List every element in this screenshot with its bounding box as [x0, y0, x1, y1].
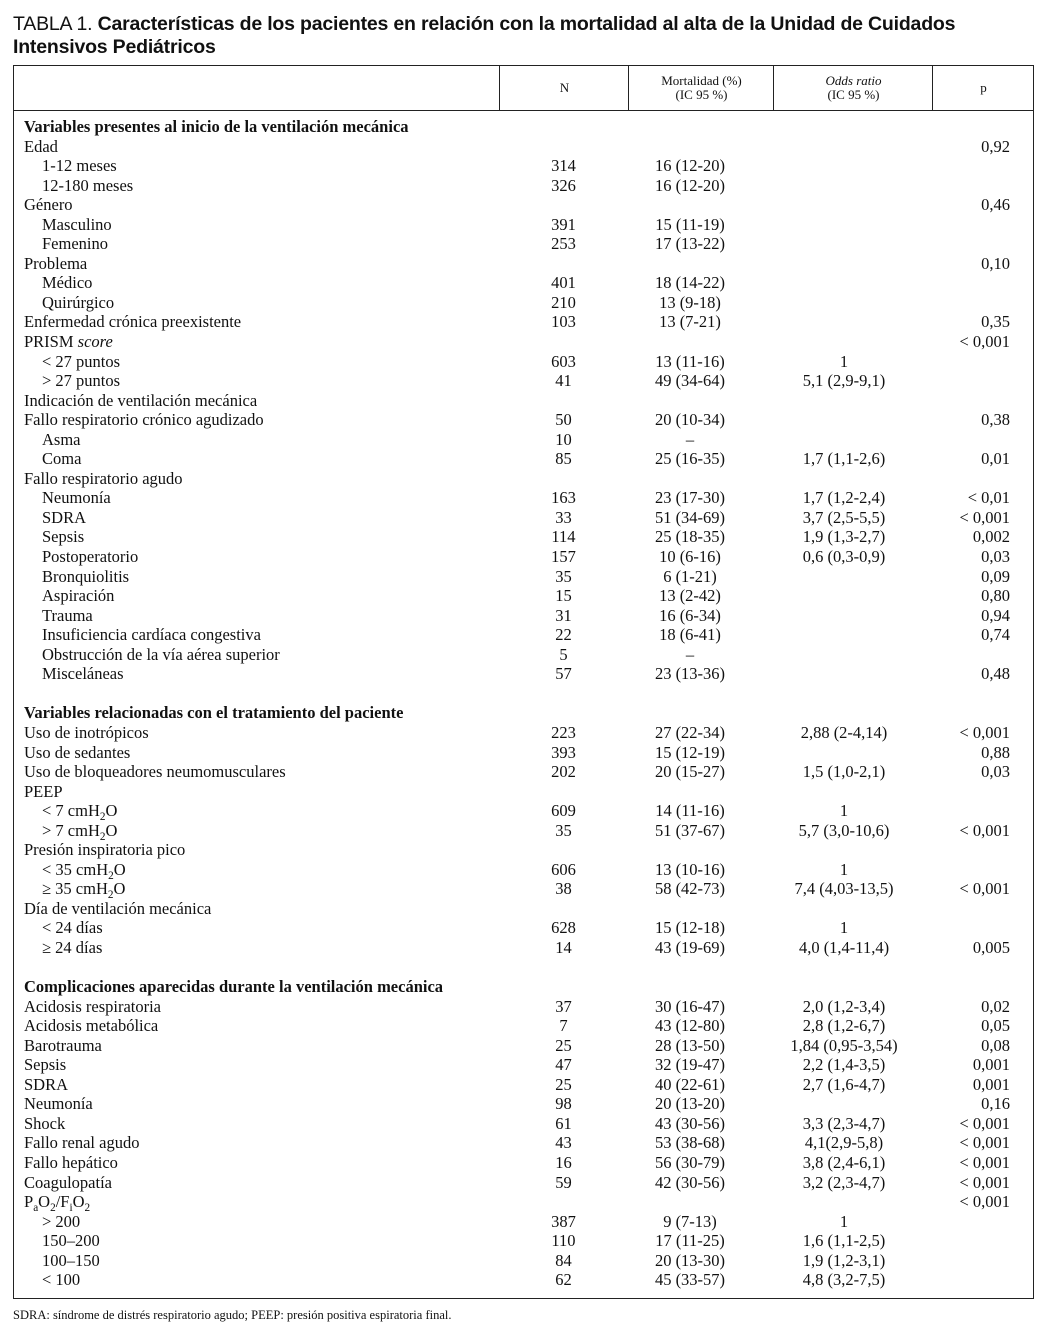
cell-mortalidad: 53 (38-68): [654, 1133, 726, 1153]
row-label: Coagulopatía: [24, 1172, 112, 1192]
header-p: p: [932, 66, 1034, 110]
table-row: [14, 782, 1033, 802]
cell-n: 14: [555, 937, 572, 957]
cell-odds-ratio: 1,9 (1,3-2,7): [802, 527, 886, 547]
cell-n: 157: [551, 547, 576, 567]
row-label: Sepsis: [42, 527, 85, 547]
row-label: Uso de sedantes: [24, 742, 131, 762]
row-label: Problema: [24, 253, 88, 273]
row-label: 100–150: [42, 1250, 100, 1270]
cell-mortalidad: 13 (7-21): [659, 312, 721, 332]
table-row: [14, 234, 1033, 254]
cell-mortalidad: 15 (12-18): [654, 918, 726, 938]
cell-odds-ratio: 1: [839, 918, 849, 938]
header-mortalidad: [628, 66, 774, 110]
table-row: [14, 840, 1033, 860]
cell-n: 393: [551, 742, 576, 762]
table-row: [14, 1231, 1033, 1251]
row-label: > 200: [42, 1211, 81, 1231]
table-row: [14, 1016, 1033, 1036]
table-row: [14, 176, 1033, 196]
cell-p: < 0,001: [959, 332, 1010, 352]
cell-odds-ratio: 1: [839, 351, 849, 371]
table-row: [14, 879, 1033, 902]
spacer-row: [14, 958, 1033, 978]
cell-n: 210: [551, 292, 576, 312]
cell-n: 84: [555, 1250, 572, 1270]
cell-n: 25: [555, 1074, 572, 1094]
cell-n: 50: [555, 410, 572, 430]
cell-p: 0,35: [981, 312, 1010, 332]
table-row: [14, 645, 1033, 665]
table-row: [14, 664, 1033, 684]
table-row: [14, 1270, 1033, 1290]
cell-n: 98: [555, 1094, 572, 1114]
table-row: [14, 449, 1033, 469]
table-row: [14, 762, 1033, 782]
cell-n: 163: [551, 488, 576, 508]
cell-mortalidad: 10 (6-16): [659, 547, 721, 567]
row-label: Bronquiolitis: [42, 566, 130, 586]
row-label: Indicación de ventilación mecánica: [24, 390, 258, 410]
cell-mortalidad: 13 (10-16): [654, 859, 726, 879]
table-row: [14, 547, 1033, 567]
row-label: Obstrucción de la vía aérea superior: [42, 644, 280, 664]
row-label: < 24 días: [42, 918, 103, 938]
table-row: [14, 488, 1033, 508]
table-row: [14, 625, 1033, 645]
cell-n: 391: [551, 214, 576, 234]
cell-p: 0,03: [981, 762, 1010, 782]
cell-p: < 0,001: [959, 1113, 1010, 1133]
cell-p: 0,09: [981, 566, 1010, 586]
table-row: [14, 527, 1033, 547]
cell-mortalidad: 13 (9-18): [659, 292, 721, 312]
cell-n: 25: [555, 1035, 572, 1055]
cell-mortalidad: 30 (16-47): [654, 996, 726, 1016]
row-label: < 35 cmH$_2$O: [42, 859, 126, 882]
row-label: Uso de bloqueadores neumomusculares: [24, 762, 286, 782]
cell-n: 387: [551, 1211, 576, 1231]
cell-mortalidad: 51 (34-69): [654, 507, 726, 527]
cell-p: 0,01: [981, 449, 1010, 469]
cell-n: 7: [559, 1016, 568, 1036]
footnote: SDRA: síndrome de distrés respiratorio agudo; PEEP: presión positiva espiratoria final.: [13, 1308, 452, 1322]
table-body: [14, 117, 1033, 1290]
cell-mortalidad: 15 (12-19): [654, 742, 726, 762]
row-label: < 27 puntos: [42, 351, 121, 371]
table-title: Características de los pacientes en relación con la mortalidad al alta de la Unidad de Cuidados Intensivos Pediátricos: [13, 13, 956, 58]
cell-p: 0,001: [972, 1055, 1010, 1075]
cell-mortalidad: 40 (22-61): [654, 1074, 726, 1094]
row-label: 12-180 meses: [42, 175, 134, 195]
table-row: [14, 860, 1033, 880]
section-header-row: [14, 117, 1033, 137]
cell-n: 110: [551, 1231, 576, 1251]
row-label: Neumonía: [42, 488, 111, 508]
table-row: [14, 215, 1033, 235]
cell-n: 326: [551, 175, 576, 195]
row-label: Femenino: [42, 234, 108, 254]
table-row: [14, 1114, 1033, 1134]
cell-p: < 0,001: [959, 1133, 1010, 1153]
cell-odds-ratio: 1: [839, 859, 849, 879]
cell-odds-ratio: 1,84 (0,95-3,54): [790, 1035, 898, 1055]
cell-n: 401: [551, 273, 576, 293]
table-row: [14, 1133, 1033, 1153]
table-row: [14, 606, 1033, 626]
cell-odds-ratio: 4,8 (3,2-7,5): [802, 1270, 886, 1290]
cell-mortalidad: 20 (13-20): [654, 1094, 726, 1114]
cell-odds-ratio: 2,88 (2-4,14): [800, 722, 888, 742]
cell-n: 5: [559, 644, 568, 664]
cell-n: 16: [555, 1152, 572, 1172]
cell-mortalidad: 43 (30-56): [654, 1113, 726, 1133]
row-label: > 27 puntos: [42, 371, 121, 391]
cell-p: 0,05: [981, 1016, 1010, 1036]
table-row: [14, 371, 1033, 391]
cell-mortalidad: 6 (1-21): [663, 566, 717, 586]
table-row: [14, 469, 1033, 489]
table-row: [14, 586, 1033, 606]
table-row: [14, 137, 1033, 157]
section-title: Complicaciones aparecidas durante la ventilación mecánica: [24, 977, 444, 997]
cell-p: 0,002: [972, 527, 1010, 547]
row-label: Fallo respiratorio agudo: [24, 468, 183, 488]
row-label: Acidosis respiratoria: [24, 996, 162, 1016]
cell-n: 609: [551, 801, 576, 821]
cell-mortalidad: 42 (30-56): [654, 1172, 726, 1192]
cell-mortalidad: –: [685, 429, 695, 449]
table-header: [14, 66, 1033, 111]
table-row: [14, 1055, 1033, 1075]
row-label: Coma: [42, 449, 82, 469]
cell-n: 606: [551, 859, 576, 879]
table-row: [14, 293, 1033, 313]
cell-mortalidad: 14 (11-16): [655, 801, 725, 821]
cell-n: 43: [555, 1133, 572, 1153]
row-label: ≥ 24 días: [42, 937, 103, 957]
cell-mortalidad: 56 (30-79): [654, 1152, 726, 1172]
cell-n: 61: [555, 1113, 572, 1133]
table-row: [14, 567, 1033, 587]
row-label: Shock: [24, 1113, 66, 1133]
cell-n: 57: [555, 664, 572, 684]
cell-p: < 0,01: [967, 488, 1010, 508]
section-title: Variables presentes al inicio de la ventilación mecánica: [24, 117, 409, 136]
header-n: N: [499, 66, 629, 110]
cell-mortalidad: 13 (2-42): [659, 586, 721, 606]
cell-mortalidad: 49 (34-64): [654, 371, 726, 391]
cell-p: 0,03: [981, 547, 1010, 567]
cell-p: < 0,001: [959, 507, 1010, 527]
cell-p: 0,02: [981, 996, 1010, 1016]
cell-mortalidad: 32 (19-47): [654, 1055, 726, 1075]
row-label: Uso de inotrópicos: [24, 722, 149, 742]
table-row: [14, 821, 1033, 841]
cell-p: 0,92: [981, 136, 1010, 156]
table-row: [14, 723, 1033, 743]
table-row: [14, 1192, 1033, 1212]
cell-p: 0,005: [972, 937, 1010, 957]
cell-mortalidad: 43 (12-80): [654, 1016, 726, 1036]
table-row: [14, 312, 1033, 332]
cell-p: < 0,001: [959, 879, 1010, 899]
row-label: Misceláneas: [42, 664, 124, 684]
cell-mortalidad: 27 (22-34): [654, 722, 726, 742]
cell-odds-ratio: 3,7 (2,5-5,5): [802, 507, 886, 527]
cell-p: < 0,001: [959, 820, 1010, 840]
cell-p: < 0,001: [959, 1172, 1010, 1192]
table-row: [14, 1153, 1033, 1173]
cell-mortalidad: 20 (13-30): [654, 1250, 726, 1270]
row-label: Postoperatorio: [42, 547, 139, 567]
cell-odds-ratio: 7,4 (4,03-13,5): [794, 879, 894, 899]
cell-mortalidad: 17 (13-22): [654, 234, 726, 254]
cell-odds-ratio: 3,3 (2,3-4,7): [802, 1113, 886, 1133]
row-label: < 7 cmH$_2$O: [42, 801, 118, 824]
cell-n: 47: [555, 1055, 572, 1075]
table-row: [14, 1173, 1033, 1193]
cell-odds-ratio: 1: [839, 1211, 849, 1231]
section-header-row: [14, 703, 1033, 723]
cell-odds-ratio: 1,9 (1,2-3,1): [802, 1250, 886, 1270]
row-label: Edad: [24, 136, 58, 156]
table-row: [14, 430, 1033, 450]
cell-mortalidad: 20 (10-34): [654, 410, 726, 430]
cell-mortalidad: 9 (7-13): [663, 1211, 717, 1231]
cell-mortalidad: 13 (11-16): [655, 351, 725, 371]
row-label: Asma: [42, 429, 81, 449]
table-row: [14, 997, 1033, 1017]
cell-odds-ratio: 2,2 (1,4-3,5): [802, 1055, 886, 1075]
cell-mortalidad: 15 (11-19): [655, 214, 725, 234]
cell-p: 0,94: [981, 605, 1010, 625]
table-label: TABLA 1.: [13, 13, 93, 35]
cell-mortalidad: –: [685, 644, 695, 664]
cell-n: 22: [555, 625, 572, 645]
row-label: Género: [24, 195, 73, 215]
table-row: [14, 156, 1033, 176]
cell-n: 628: [551, 918, 576, 938]
row-label: Aspiración: [42, 586, 115, 606]
table-row: [14, 352, 1033, 372]
header-mortalidad-line2: (IC 95 %): [675, 87, 728, 102]
cell-p: 0,80: [981, 586, 1010, 606]
row-label: Neumonía: [24, 1094, 93, 1114]
cell-p: 0,48: [981, 664, 1010, 684]
table-row: [14, 1251, 1033, 1271]
cell-odds-ratio: 4,0 (1,4-11,4): [798, 937, 890, 957]
cell-n: 85: [555, 449, 572, 469]
cell-n: 603: [551, 351, 576, 371]
table-row: [14, 938, 1033, 958]
cell-n: 202: [551, 762, 576, 782]
cell-mortalidad: 16 (6-34): [659, 605, 721, 625]
cell-mortalidad: 16 (12-20): [654, 156, 726, 176]
cell-p: 0,08: [981, 1035, 1010, 1055]
row-label: < 100: [42, 1270, 81, 1290]
cell-n: 223: [551, 722, 576, 742]
row-label: Sepsis: [24, 1055, 67, 1075]
table-row: [14, 508, 1033, 528]
row-label: Fallo renal agudo: [24, 1133, 140, 1153]
row-label: $P_aO_2/F_iO_2$: [24, 1192, 91, 1214]
section-title: Variables relacionadas con el tratamiento del paciente: [24, 703, 404, 723]
cell-n: 37: [555, 996, 572, 1016]
table-caption: [13, 13, 1023, 59]
cell-mortalidad: 25 (16-35): [654, 449, 726, 469]
cell-n: 114: [551, 527, 576, 547]
row-label: 1-12 meses: [42, 156, 117, 176]
cell-odds-ratio: 4,1(2,9-5,8): [804, 1133, 884, 1153]
row-label: Médico: [42, 273, 93, 293]
cell-odds-ratio: 1,5 (1,0-2,1): [802, 762, 886, 782]
cell-odds-ratio: 5,1 (2,9-9,1): [802, 371, 886, 391]
table-row: [14, 391, 1033, 411]
table-row: [14, 743, 1033, 763]
row-label: Presión inspiratoria pico: [24, 840, 186, 860]
cell-n: 59: [555, 1172, 572, 1192]
cell-odds-ratio: 3,2 (2,3-4,7): [802, 1172, 886, 1192]
cell-mortalidad: 51 (37-67): [654, 820, 726, 840]
cell-n: 35: [555, 820, 572, 840]
cell-p: < 0,001: [959, 1192, 1010, 1212]
cell-n: 103: [551, 312, 576, 332]
row-label: Barotrauma: [24, 1035, 102, 1055]
cell-n: 33: [555, 507, 572, 527]
table-row: [14, 410, 1033, 430]
header-odds-line2: (IC 95 %): [827, 87, 880, 102]
cell-odds-ratio: 0,6 (0,3-0,9): [802, 547, 886, 567]
cell-n: 35: [555, 566, 572, 586]
cell-mortalidad: 20 (15-27): [654, 762, 726, 782]
table-row: [14, 801, 1033, 824]
cell-n: 253: [551, 234, 576, 254]
row-label: > 7 cmH$_2$O: [42, 820, 118, 843]
row-label: PRISM score: [24, 332, 113, 352]
cell-mortalidad: 43 (19-69): [654, 937, 726, 957]
cell-p: 0,74: [981, 625, 1010, 645]
cell-p: < 0,001: [959, 722, 1010, 742]
row-label: Enfermedad crónica preexistente: [24, 312, 242, 332]
table-row: [14, 254, 1033, 274]
cell-mortalidad: 17 (11-25): [655, 1231, 725, 1251]
cell-odds-ratio: 5,7 (3,0-10,6): [798, 820, 890, 840]
table-row: [14, 273, 1033, 293]
row-label: Insuficiencia cardíaca congestiva: [42, 625, 261, 645]
table-row: [14, 1094, 1033, 1114]
table-row: [14, 899, 1033, 919]
cell-n: 62: [555, 1270, 572, 1290]
header-mortalidad-line1: Mortalidad (%): [661, 73, 742, 88]
data-table: [13, 65, 1034, 1299]
cell-mortalidad: 23 (17-30): [654, 488, 726, 508]
cell-odds-ratio: 2,7 (1,6-4,7): [802, 1074, 886, 1094]
cell-odds-ratio: 2,0 (1,2-3,4): [802, 996, 886, 1016]
cell-odds-ratio: 1,7 (1,1-2,6): [802, 449, 886, 469]
cell-p: 0,46: [981, 195, 1010, 215]
cell-odds-ratio: 1,7 (1,2-2,4): [802, 488, 886, 508]
cell-n: 15: [555, 586, 572, 606]
row-label: Acidosis metabólica: [24, 1016, 159, 1036]
row-label: Fallo respiratorio crónico agudizado: [24, 410, 264, 430]
cell-odds-ratio: 1: [839, 801, 849, 821]
table-row: [14, 1036, 1033, 1056]
cell-mortalidad: 58 (42-73): [654, 879, 726, 899]
cell-mortalidad: 16 (12-20): [654, 175, 726, 195]
spacer-row: [14, 684, 1033, 704]
table-row: [14, 332, 1033, 352]
row-label: Masculino: [42, 214, 112, 234]
cell-mortalidad: 25 (18-35): [654, 527, 726, 547]
cell-mortalidad: 18 (6-41): [659, 625, 721, 645]
row-label: SDRA: [24, 1074, 69, 1094]
cell-odds-ratio: 3,8 (2,4-6,1): [802, 1152, 886, 1172]
cell-p: 0,38: [981, 410, 1010, 430]
cell-mortalidad: 28 (13-50): [654, 1035, 726, 1055]
table-row: [14, 195, 1033, 215]
header-odds-ratio: [773, 66, 933, 110]
cell-p: 0,001: [972, 1074, 1010, 1094]
row-label: Fallo hepático: [24, 1152, 118, 1172]
cell-p: < 0,001: [959, 1152, 1010, 1172]
row-label: Día de ventilación mecánica: [24, 898, 212, 918]
cell-n: 38: [555, 879, 572, 899]
row-label: SDRA: [42, 507, 87, 527]
table-row: [14, 1212, 1033, 1232]
header-odds-line1: Odds ratio: [825, 73, 882, 88]
cell-n: 41: [555, 371, 572, 391]
cell-odds-ratio: 1,6 (1,1-2,5): [802, 1231, 886, 1251]
row-label: PEEP: [24, 781, 63, 801]
cell-n: 10: [555, 429, 572, 449]
cell-p: 0,88: [981, 742, 1010, 762]
cell-p: 0,10: [981, 253, 1010, 273]
cell-n: 31: [555, 605, 572, 625]
section-header-row: [14, 977, 1033, 997]
cell-n: 314: [551, 156, 576, 176]
row-label: Quirúrgico: [42, 292, 115, 312]
table-row: [14, 918, 1033, 938]
cell-mortalidad: 45 (33-57): [654, 1270, 726, 1290]
row-label: ≥ 35 cmH$_2$O: [42, 879, 126, 902]
cell-p: 0,16: [981, 1094, 1010, 1114]
cell-mortalidad: 18 (14-22): [654, 273, 726, 293]
cell-mortalidad: 23 (13-36): [654, 664, 726, 684]
cell-odds-ratio: 2,8 (1,2-6,7): [802, 1016, 886, 1036]
table-row: [14, 1075, 1033, 1095]
row-label: Trauma: [42, 605, 93, 625]
row-label: 150–200: [42, 1231, 100, 1251]
